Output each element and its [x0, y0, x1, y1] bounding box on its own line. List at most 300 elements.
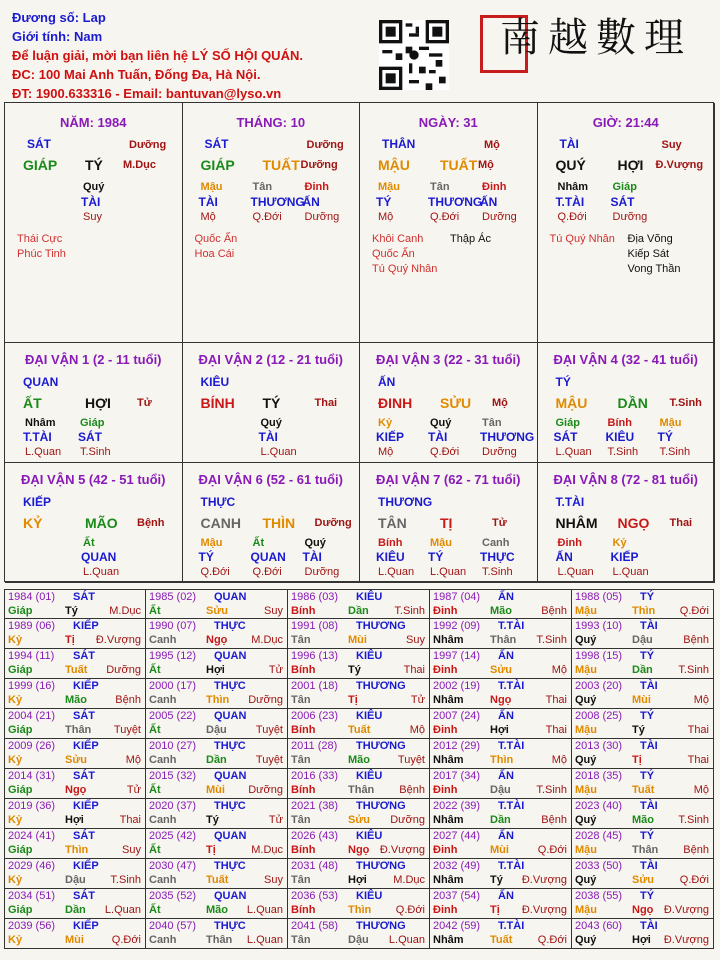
- year-label: 2001 (18): [291, 680, 339, 692]
- year-star: T.TÀI: [498, 740, 525, 752]
- hidden-stage: T.Sinh: [607, 446, 639, 458]
- year-cell: [146, 709, 288, 739]
- year-label: 2033 (50): [575, 860, 623, 872]
- hidden-stem: Ất: [252, 537, 265, 549]
- pillar-cell: [538, 103, 716, 343]
- year-label: 1998 (15): [575, 650, 623, 662]
- year-stage: Mộ: [125, 754, 141, 766]
- year-star: THƯƠNG: [356, 920, 406, 932]
- year-label: 1986 (03): [291, 591, 339, 603]
- year-cell: [430, 799, 572, 829]
- year-label: 2034 (51): [8, 890, 56, 902]
- year-branch: Dậu: [65, 874, 86, 886]
- year-branch: Thìn: [65, 844, 89, 856]
- year-cell: [288, 889, 430, 919]
- year-stem: Canh: [149, 934, 177, 946]
- hidden-stage: Dưỡng: [612, 211, 648, 223]
- year-label: 2022 (39): [433, 800, 481, 812]
- year-stem: Đinh: [433, 844, 458, 856]
- hidden-star: TÀI: [198, 195, 218, 209]
- year-stage: Đ.Vượng: [521, 904, 567, 916]
- year-stage: L.Quan: [104, 904, 141, 916]
- hidden-stem: Quý: [304, 537, 326, 549]
- year-label: 2026 (43): [291, 830, 339, 842]
- year-cell: [430, 649, 572, 679]
- pillar-branch: HỢI: [617, 157, 644, 173]
- year-label: 2035 (52): [149, 890, 197, 902]
- year-stage: Thai: [545, 694, 567, 706]
- year-star: SÁT: [73, 710, 95, 722]
- year-star: KIẾP: [73, 800, 99, 812]
- year-stem: Canh: [149, 814, 177, 826]
- daivan-star: KIÊU: [200, 375, 230, 389]
- daivan-branch: DẦN: [617, 395, 648, 411]
- hidden-stem: Mậu: [200, 537, 223, 549]
- pillar-cell: [5, 103, 183, 343]
- year-stage: Dưỡng: [248, 694, 283, 706]
- year-star: T.TÀI: [498, 800, 525, 812]
- year-star: SÁT: [73, 650, 95, 662]
- year-label: 2031 (48): [291, 860, 339, 872]
- gender-label: Giới tính:: [12, 29, 74, 44]
- year-label: 2029 (46): [8, 860, 56, 872]
- year-star: THỰC: [214, 860, 246, 872]
- year-branch: Thìn: [206, 694, 230, 706]
- year-label: 1995 (12): [149, 650, 197, 662]
- year-stage: M.Dục: [251, 844, 283, 856]
- hidden-stem: Tân: [252, 181, 273, 193]
- year-stage: Tuyệt: [113, 724, 141, 736]
- daivan-title: ĐẠI VẬN 3 (22 - 31 tuổi): [376, 352, 521, 367]
- year-cell: [146, 799, 288, 829]
- year-star: THƯƠNG: [356, 620, 406, 632]
- year-label: 2016 (33): [291, 770, 339, 782]
- year-stem: Bính: [291, 605, 316, 617]
- year-cell: [572, 829, 714, 859]
- year-label: 1999 (16): [8, 680, 56, 692]
- year-stage: Suy: [264, 605, 283, 617]
- year-stem: Ất: [149, 784, 161, 796]
- shensha-note: Địa Võng: [627, 233, 673, 245]
- year-stem: Ất: [149, 844, 161, 856]
- year-label: 1987 (04): [433, 591, 481, 603]
- pillar-extra: Mộ: [478, 159, 494, 171]
- year-stage: L.Quan: [246, 934, 283, 946]
- year-stage: Bệnh: [683, 844, 709, 856]
- hidden-stem: Giáp: [612, 181, 637, 193]
- daivan-branch: SỬU: [440, 395, 472, 411]
- pillar-branch: TUẤT: [440, 157, 478, 173]
- owner-label: Đương số:: [12, 10, 83, 25]
- daivan-stage: Tử: [492, 517, 507, 529]
- year-star: KIÊU: [356, 830, 383, 842]
- year-star: KIÊU: [356, 710, 383, 722]
- year-branch: Dần: [348, 605, 369, 617]
- hidden-stage: L.Quan: [378, 566, 415, 578]
- year-stage: L.Quan: [388, 934, 425, 946]
- year-star: ẤN: [498, 830, 514, 842]
- daivan-star: TÝ: [555, 375, 571, 389]
- daivan-branch: TỊ: [440, 515, 453, 531]
- year-stage: M.Dục: [251, 634, 283, 646]
- pillar-title: NGÀY: 31: [418, 115, 478, 130]
- year-branch: Tị: [632, 754, 642, 766]
- daivan-star: THƯƠNG: [378, 495, 433, 509]
- year-stem: Kỷ: [8, 754, 23, 766]
- year-cell: [288, 739, 430, 769]
- year-stem: Mậu: [575, 605, 597, 617]
- year-star: KIẾP: [73, 920, 99, 932]
- year-stem: Quý: [575, 814, 597, 826]
- hidden-stage: L.Quan: [25, 446, 62, 458]
- year-label: 2020 (37): [149, 800, 197, 812]
- year-stem: Canh: [149, 694, 177, 706]
- year-star: TÀI: [640, 620, 658, 632]
- pillar-star: SÁT: [204, 137, 229, 151]
- year-stage: Bệnh: [541, 814, 567, 826]
- year-stage: Đ.Vượng: [379, 844, 425, 856]
- year-stem: Canh: [149, 874, 177, 886]
- hidden-stage: Q.Đới: [557, 211, 587, 223]
- year-branch: Dậu: [348, 934, 369, 946]
- year-label: 1991 (08): [291, 620, 339, 632]
- year-cell: [288, 799, 430, 829]
- year-label: 2025 (42): [149, 830, 197, 842]
- year-label: 2015 (32): [149, 770, 197, 782]
- pillar-title: NĂM: 1984: [60, 115, 127, 130]
- year-stage: Đ.Vượng: [95, 634, 141, 646]
- year-branch: Tuất: [65, 664, 88, 676]
- year-stage: Q.Đới: [679, 605, 709, 617]
- year-stage: T.Sinh: [394, 605, 425, 617]
- daivan-stem: TÂN: [378, 515, 407, 531]
- year-branch: Tý: [490, 874, 503, 886]
- year-stem: Nhâm: [433, 934, 464, 946]
- year-label: 2027 (44): [433, 830, 481, 842]
- hidden-stem: Nhâm: [557, 181, 589, 193]
- contact-line: Để luận giải, mời bạn liên hệ LÝ SỐ HỘI QUÁN.: [12, 48, 303, 63]
- year-stage: Tuyệt: [255, 754, 283, 766]
- year-branch: Tý: [206, 814, 219, 826]
- year-star: SÁT: [73, 890, 95, 902]
- year-star: QUAN: [214, 890, 247, 902]
- year-star: T.TÀI: [498, 920, 525, 932]
- year-star: QUAN: [214, 710, 247, 722]
- year-stem: Tân: [291, 634, 311, 646]
- year-branch: Tuất: [632, 784, 655, 796]
- year-label: 2041 (58): [291, 920, 339, 932]
- year-stem: Quý: [575, 934, 597, 946]
- pillar-stem: MẬU: [378, 157, 410, 173]
- year-branch: Ngọ: [348, 844, 370, 856]
- year-stage: T.Sinh: [678, 664, 709, 676]
- year-stem: Mậu: [575, 664, 597, 676]
- year-cell: [4, 829, 146, 859]
- year-cell: [572, 709, 714, 739]
- chart-grid: [4, 102, 714, 582]
- year-branch: Tị: [490, 904, 500, 916]
- year-label: 2042 (59): [433, 920, 481, 932]
- address-line: ĐC: 100 Mai Anh Tuấn, Đống Đa, Hà Nội.: [12, 67, 261, 82]
- pillar-stage: Dưỡng: [129, 139, 167, 151]
- year-stem: Mậu: [575, 784, 597, 796]
- pillar-stem: GIÁP: [200, 157, 235, 173]
- year-label: 1988 (05): [575, 591, 623, 603]
- year-stem: Tân: [291, 754, 311, 766]
- year-label: 2028 (45): [575, 830, 623, 842]
- year-branch: Dậu: [632, 634, 653, 646]
- pillar-branch: TUẤT: [262, 157, 300, 173]
- year-star: TÀI: [640, 800, 658, 812]
- year-branch: Dần: [65, 904, 86, 916]
- year-star: ẤN: [498, 770, 514, 782]
- year-stage: Thai: [687, 754, 709, 766]
- hidden-stem: Bính: [378, 537, 403, 549]
- year-stage: Q.Đới: [679, 874, 709, 886]
- year-star: T.TÀI: [498, 620, 525, 632]
- year-cell: [430, 589, 572, 619]
- year-label: 2006 (23): [291, 710, 339, 722]
- year-label: 2004 (21): [8, 710, 56, 722]
- year-branch: Tý: [632, 724, 645, 736]
- pillar-cell: [183, 103, 361, 343]
- shensha-note: Khôi Canh: [372, 233, 424, 245]
- year-branch: Mùi: [206, 784, 225, 796]
- year-label: 2000 (17): [149, 680, 197, 692]
- year-stage: Mộ: [551, 754, 567, 766]
- hidden-stem: Tân: [430, 181, 450, 193]
- year-cell: [4, 889, 146, 919]
- year-label: 2012 (29): [433, 740, 481, 752]
- year-stem: Tân: [291, 874, 311, 886]
- year-stage: T.Sinh: [536, 784, 567, 796]
- shensha-note: Vong Thần: [627, 263, 681, 275]
- year-stage: Tử: [126, 784, 141, 796]
- year-stem: Kỷ: [8, 814, 23, 826]
- hidden-stem: Giáp: [80, 417, 105, 429]
- pillar-stem: QUÝ: [555, 157, 586, 173]
- year-stage: Thai: [687, 724, 709, 736]
- shensha-note: Thái Cực: [17, 233, 63, 245]
- year-star: SÁT: [73, 770, 95, 782]
- year-star: QUAN: [214, 830, 247, 842]
- year-star: TÀI: [640, 740, 658, 752]
- year-stem: Giáp: [8, 844, 33, 856]
- year-star: ẤN: [498, 591, 514, 603]
- hidden-stage: T.Sinh: [80, 446, 111, 458]
- year-stage: M.Dục: [109, 605, 141, 617]
- year-stem: Quý: [575, 874, 597, 886]
- pillar-star: TÀI: [559, 137, 579, 151]
- hidden-star: ẤN: [302, 195, 320, 209]
- year-label: 1992 (09): [433, 620, 481, 632]
- hidden-star: QUAN: [81, 550, 117, 564]
- year-star: ẤN: [498, 890, 514, 902]
- year-stage: Thai: [119, 814, 141, 826]
- qr-code-icon: [379, 20, 449, 90]
- hidden-stage: Suy: [83, 211, 102, 223]
- phone-email-line: ĐT: 1900.633316 - Email: bantuvan@lyso.vn: [12, 86, 282, 101]
- daivan-stem: CANH: [200, 515, 241, 531]
- hidden-star: KIÊU: [376, 550, 405, 564]
- hidden-star: KIÊU: [605, 430, 635, 444]
- year-branch: Tuất: [348, 724, 371, 736]
- hidden-stage: Q.Đới: [252, 211, 282, 223]
- hidden-star: TÀI: [302, 550, 322, 564]
- hidden-stem: Nhâm: [25, 417, 56, 429]
- year-branch: Tị: [65, 634, 75, 646]
- year-branch: Sửu: [206, 605, 229, 617]
- year-star: KIẾP: [73, 860, 99, 872]
- daivan-title: ĐẠI VẬN 8 (72 - 81 tuổi): [553, 472, 698, 487]
- year-cell: [146, 589, 288, 619]
- year-star: KIẾP: [73, 740, 99, 752]
- year-branch: Mùi: [632, 694, 651, 706]
- year-branch: Sửu: [65, 754, 88, 766]
- hidden-star: SÁT: [78, 430, 102, 444]
- hidden-star: THƯƠNG: [480, 430, 535, 444]
- daivan-branch: NGỌ: [617, 515, 650, 531]
- year-cell: [4, 859, 146, 889]
- year-stage: Thai: [545, 724, 567, 736]
- year-stem: Tân: [291, 694, 311, 706]
- hidden-stem: Kỷ: [612, 537, 627, 549]
- year-star: KIÊU: [356, 770, 383, 782]
- pillar-star: THÂN: [382, 137, 416, 151]
- year-stage: T.Sinh: [678, 814, 709, 826]
- year-cell: [4, 799, 146, 829]
- year-label: 2002 (19): [433, 680, 481, 692]
- daivan-title: ĐẠI VẬN 1 (2 - 11 tuổi): [24, 352, 162, 367]
- shensha-note: Quốc Ấn: [194, 233, 238, 245]
- year-label: 2024 (41): [8, 830, 56, 842]
- year-star: KIÊU: [356, 591, 383, 603]
- year-cell: [4, 709, 146, 739]
- year-stem: Canh: [149, 754, 177, 766]
- year-stage: Dưỡng: [248, 784, 283, 796]
- daivan-title: ĐẠI VẬN 6 (52 - 61 tuổi): [198, 472, 343, 487]
- hidden-stage: L.Quan: [83, 566, 120, 578]
- year-star: QUAN: [214, 591, 247, 603]
- year-cell: [146, 859, 288, 889]
- year-star: ẤN: [498, 710, 514, 722]
- year-star: TÝ: [640, 830, 655, 842]
- pillar-title: THÁNG: 10: [236, 115, 306, 130]
- year-stem: Nhâm: [433, 874, 464, 886]
- year-stem: Tân: [291, 934, 311, 946]
- year-star: TÝ: [640, 591, 655, 603]
- year-branch: Dần: [490, 814, 511, 826]
- year-stem: Đinh: [433, 724, 458, 736]
- hidden-star: KIẾP: [376, 430, 405, 444]
- year-branch: Mùi: [348, 634, 367, 646]
- year-stem: Đinh: [433, 664, 458, 676]
- year-star: QUAN: [214, 770, 247, 782]
- year-star: TÝ: [640, 650, 655, 662]
- shensha-note: Quốc Ấn: [372, 248, 415, 260]
- daivan-title: ĐẠI VẬN 5 (42 - 51 tuổi): [21, 472, 166, 487]
- year-cell: [430, 769, 572, 799]
- year-branch: Thân: [65, 724, 92, 736]
- year-stem: Bính: [291, 904, 316, 916]
- year-label: 1984 (01): [8, 591, 56, 603]
- hidden-stem: Kỷ: [378, 417, 393, 429]
- year-branch: Sửu: [632, 874, 655, 886]
- year-stem: Nhâm: [433, 754, 464, 766]
- year-label: 2010 (27): [149, 740, 197, 752]
- year-stage: Suy: [122, 844, 141, 856]
- year-branch: Tý: [65, 605, 78, 617]
- gender-value: Nam: [73, 29, 103, 44]
- hidden-stage: Dưỡng: [304, 211, 340, 223]
- hidden-star: T.TÀI: [555, 195, 585, 209]
- year-label: 2008 (25): [575, 710, 623, 722]
- year-stage: Bệnh: [115, 694, 141, 706]
- year-stem: Tân: [291, 814, 311, 826]
- year-cell: [430, 859, 572, 889]
- hidden-star: TÝ: [376, 195, 392, 209]
- daivan-cell: [360, 343, 538, 463]
- hidden-star: THƯƠNG: [250, 195, 305, 209]
- year-star: THỰC: [214, 680, 246, 692]
- year-label: 2005 (22): [149, 710, 197, 722]
- year-stage: Thai: [403, 664, 425, 676]
- year-stem: Nhâm: [433, 694, 464, 706]
- year-stem: Canh: [149, 634, 177, 646]
- year-star: THƯƠNG: [356, 860, 406, 872]
- hidden-star: SÁT: [553, 430, 578, 444]
- daivan-star: KIẾP: [23, 495, 52, 509]
- year-stem: Kỷ: [8, 934, 23, 946]
- daivan-stem: NHÂM: [555, 515, 598, 531]
- hidden-star: ẤN: [480, 195, 498, 209]
- year-stem: Giáp: [8, 904, 33, 916]
- year-star: QUAN: [214, 650, 247, 662]
- year-stage: Q.Đới: [395, 904, 425, 916]
- year-branch: Thìn: [348, 904, 372, 916]
- hidden-star: THƯƠNG: [428, 195, 483, 209]
- pillar-branch: TÝ: [85, 157, 103, 173]
- year-branch: Tị: [206, 844, 216, 856]
- year-stem: Bính: [291, 664, 316, 676]
- hidden-star: TÝ: [657, 430, 673, 444]
- year-star: TÀI: [640, 860, 658, 872]
- year-stem: Nhâm: [433, 634, 464, 646]
- pillar-stage: Mộ: [484, 139, 500, 151]
- year-star: TÀI: [640, 680, 658, 692]
- daivan-star: THỰC: [200, 495, 236, 509]
- hidden-stage: T.Sinh: [659, 446, 691, 458]
- year-stage: Tuyệt: [255, 724, 283, 736]
- daivan-stem: KỶ: [23, 515, 43, 531]
- year-cell: [146, 919, 288, 949]
- year-stem: Ất: [149, 664, 161, 676]
- hidden-star: TÝ: [198, 550, 214, 564]
- year-label: 2030 (47): [149, 860, 197, 872]
- hidden-stem: Quý: [83, 181, 105, 193]
- year-cell: [572, 679, 714, 709]
- year-stage: Tử: [268, 664, 283, 676]
- year-cell: [146, 889, 288, 919]
- year-branch: Thân: [348, 784, 375, 796]
- year-cell: [4, 649, 146, 679]
- year-star: T.TÀI: [498, 860, 525, 872]
- year-label: 1996 (13): [291, 650, 339, 662]
- year-star: KIẾP: [73, 620, 99, 632]
- daivan-star: ẤN: [378, 375, 396, 389]
- year-star: THỰC: [214, 740, 246, 752]
- daivan-stem: MẬU: [555, 395, 588, 411]
